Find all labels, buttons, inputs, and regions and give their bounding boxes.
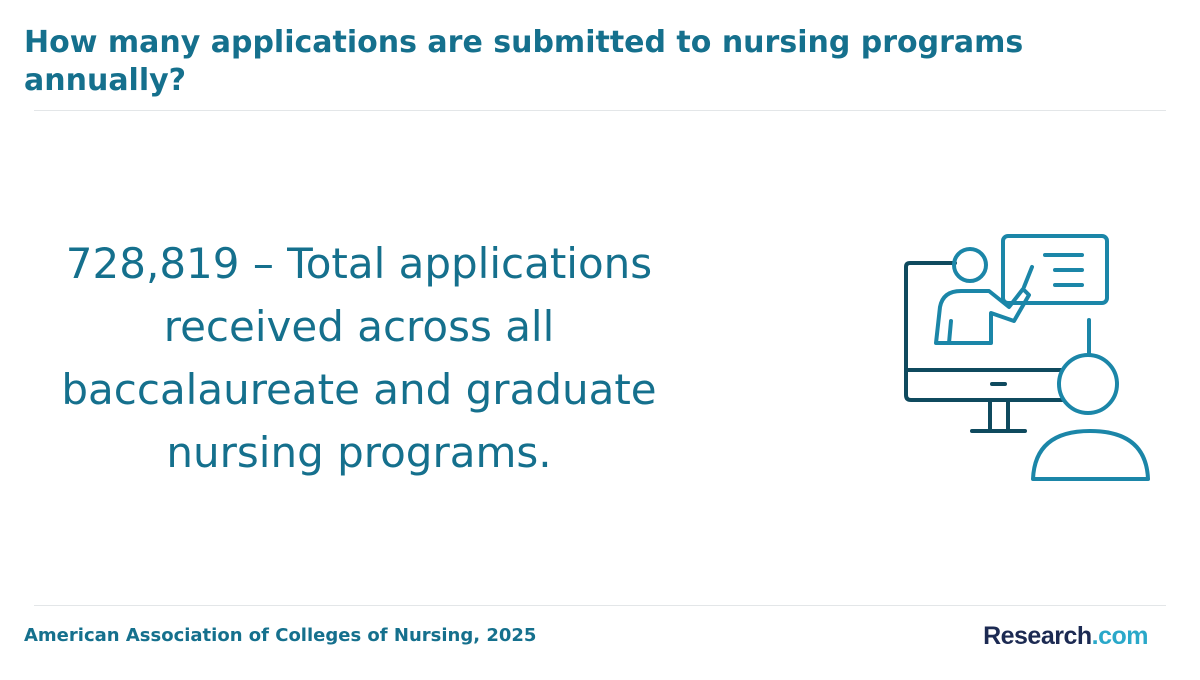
logo-main-text: Research bbox=[983, 622, 1092, 650]
stat-statement: 728,819 – Total applications received across all baccalaureate and graduate nursing programs. bbox=[61, 239, 657, 477]
top-divider bbox=[34, 110, 1166, 111]
viewer-head-icon bbox=[1059, 355, 1117, 413]
presenter-head-icon bbox=[954, 249, 986, 281]
page-title: How many applications are submitted to nursing programs annually? bbox=[24, 25, 1024, 98]
source-citation: American Association of Colleges of Nursing, 2025 bbox=[24, 625, 537, 646]
pointer-stick-icon bbox=[1024, 267, 1032, 287]
research-com-logo[interactable] bbox=[983, 620, 1148, 652]
online-teaching-icon bbox=[895, 225, 1160, 490]
viewer-body-icon bbox=[1033, 431, 1148, 479]
monitor-frame-icon bbox=[906, 263, 1067, 400]
bottom-divider bbox=[34, 605, 1166, 606]
presenter-arm-line bbox=[949, 321, 951, 343]
logo-suffix-text: .com bbox=[1091, 622, 1148, 650]
